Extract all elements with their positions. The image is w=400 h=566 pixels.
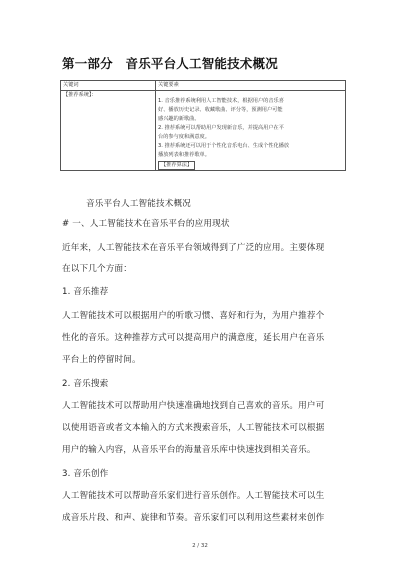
paragraph-line: 人工智能技术可以根据用户的听歌习惯、喜好和行为，为用户推荐个 — [62, 311, 325, 321]
table-line: 播放列表和推荐歌单。 — [158, 152, 210, 158]
paragraph-line: 性化的音乐。这种推荐方式可以提高用户的满意度，延长用户在音乐 — [62, 333, 325, 343]
paragraph-line: 成音乐片段、和声、旋律和节奏。音乐家们可以利用这些素材来创作 — [62, 513, 325, 523]
keyword-table — [60, 80, 346, 171]
page-title: 第一部分 音乐平台人工智能技术概况 — [62, 56, 278, 71]
table-line: 1. 音乐推荐系统利用人工智能技术，根据用户的音乐喜 — [158, 98, 284, 104]
item-heading: 1. 音乐推荐 — [62, 287, 109, 297]
paragraph-line: 以使用语音或者文本输入的方式来搜索音乐，人工智能技术可以根据 — [62, 423, 325, 433]
table-row — [61, 91, 346, 171]
subtitle: 音乐平台人工智能技术概况 — [86, 199, 191, 209]
table-line: 2. 推荐系统可以帮助用户发现新音乐，并提高用户在平 — [158, 125, 284, 131]
paragraph-line: 平台上的停留时间。 — [62, 355, 141, 365]
paragraph-line: 人工智能技术可以帮助用户快速准确地找到自己喜欢的音乐。用户可 — [62, 401, 325, 411]
table-line: 好、播放历史记录、收藏歌曲、评分等，预测用户可能 — [158, 107, 283, 113]
section-heading: # 一、人工智能技术在音乐平台的应用现状 — [62, 219, 230, 229]
paragraph-line: 用户的输入内容，从音乐平台的海量音乐库中快速找到相关音乐。 — [62, 445, 316, 455]
table-line: 台的参与度和满意度。 — [158, 134, 210, 140]
table-boxed-label: 【推荐算法】 — [158, 161, 195, 170]
table-header-key: 关键词 — [61, 81, 156, 91]
item-heading: 2. 音乐搜索 — [62, 379, 109, 389]
table-header-value: 关键要素 — [156, 81, 346, 91]
paragraph-line: 近年来，人工智能技术在音乐平台领域得到了广泛的应用。主要体现 — [62, 243, 325, 253]
table-line: 感兴趣的新歌曲。 — [158, 116, 200, 122]
table-line: 3. 推荐系统还可以用于个性化音乐电台、生成个性化播放 — [158, 143, 290, 149]
table-header-row — [61, 81, 346, 91]
table-row-key: 【推荐系统】： — [61, 91, 156, 171]
page-number: 2 / 32 — [192, 543, 208, 549]
item-heading: 3. 音乐创作 — [62, 469, 109, 479]
paragraph-line: 在以下几个方面： — [62, 264, 132, 274]
paragraph-line: 人工智能技术可以帮助音乐家们进行音乐创作。人工智能技术可以生 — [62, 491, 325, 501]
table-row-value — [156, 91, 346, 171]
